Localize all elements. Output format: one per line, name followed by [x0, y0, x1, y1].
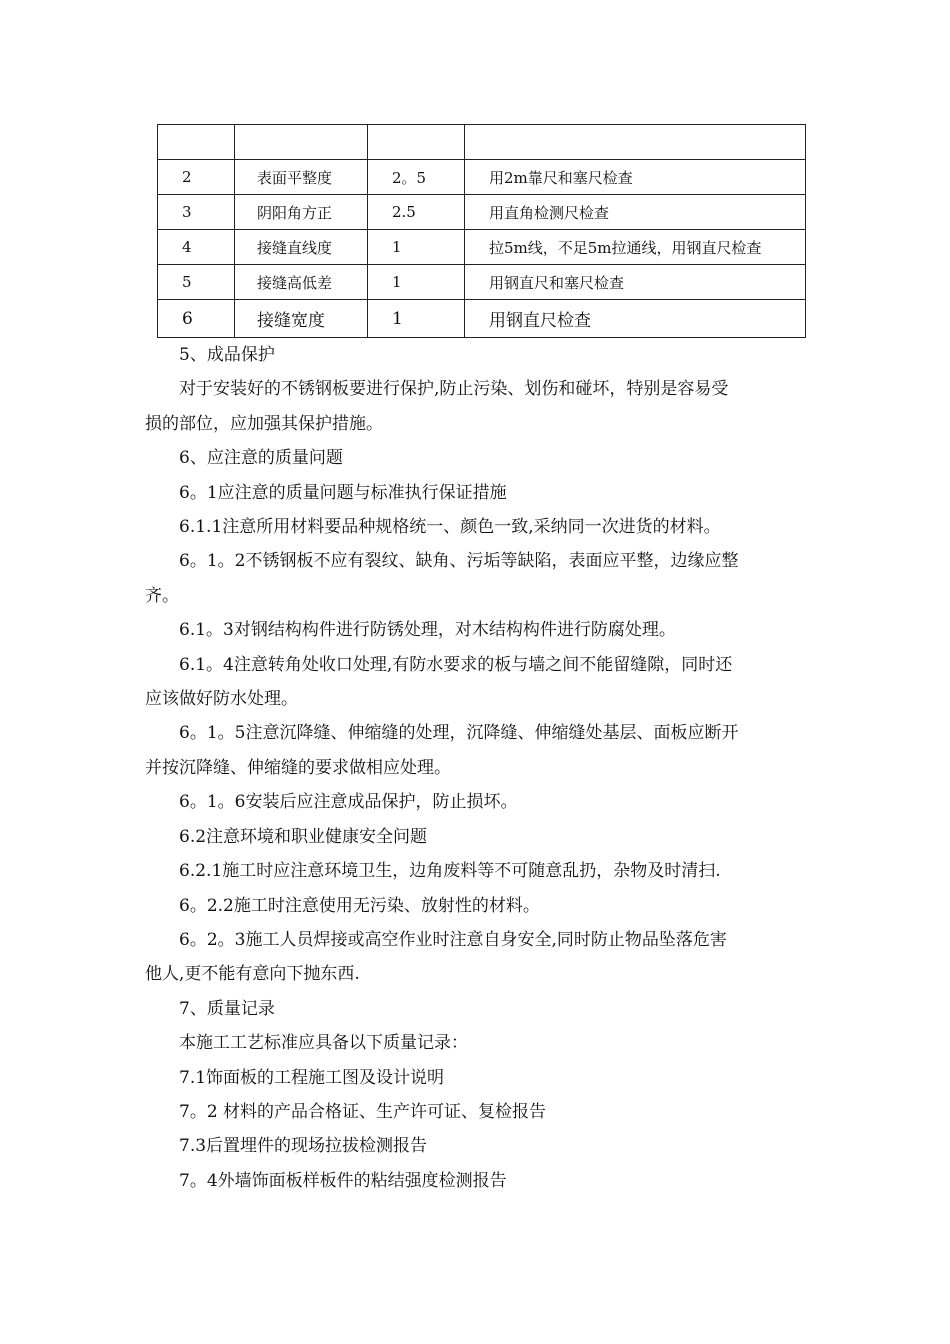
- paragraph-line: 6.1。3对钢结构构件进行防锈处理，对木结构构件进行防腐处理。: [179, 620, 676, 641]
- table-cell-method: 用钢直尺和塞尺检查: [465, 265, 806, 300]
- table-cell-method: 用钢直尺检查: [465, 300, 806, 338]
- paragraph-line: 对于安装好的不锈钢板要进行保护,防止污染、划伤和碰坏，特别是容易受: [179, 379, 729, 400]
- paragraph-line: 应该做好防水处理。: [145, 689, 298, 710]
- table-cell-no: 4: [158, 230, 235, 265]
- paragraph-line: 齐。: [145, 585, 179, 606]
- paragraph-line: 6。1。6安装后应注意成品保护，防止损坏。: [179, 792, 518, 813]
- tolerance-table: [157, 124, 806, 338]
- table-cell-value: 1: [368, 300, 465, 338]
- table-cell-item: [235, 125, 368, 160]
- table-cell-item: 阴阳角方正: [235, 195, 368, 230]
- subsection-heading: 6.2注意环境和职业健康安全问题: [179, 826, 428, 847]
- section-heading: 5、成品保护: [179, 345, 275, 365]
- table-cell-value: [368, 125, 465, 160]
- list-item: 7。4外墙饰面板样板件的粘结强度检测报告: [179, 1170, 507, 1191]
- subsection-heading: 6。1应注意的质量问题与标准执行保证措施: [179, 482, 507, 503]
- table-cell-item: 接缝高低差: [235, 265, 368, 300]
- list-item: 7.3后置埋件的现场拉拔检测报告: [179, 1136, 428, 1157]
- section-heading: 7、质量记录: [179, 998, 275, 1019]
- body-text: [145, 338, 810, 1198]
- table-cell-no: 5: [158, 265, 235, 300]
- table-row: [158, 230, 806, 265]
- table-row: [158, 125, 806, 160]
- list-item: 7。2 材料的产品合格证、生产许可证、复检报告: [179, 1101, 547, 1122]
- table-row: [158, 195, 806, 230]
- list-item: 7.1饰面板的工程施工图及设计说明: [179, 1067, 445, 1088]
- table-cell-method: 用2m靠尺和塞尺检查: [465, 160, 806, 195]
- paragraph-line: 6。1。2不锈钢板不应有裂纹、缺角、污垢等缺陷，表面应平整，边缘应整: [179, 551, 739, 572]
- table-row: [158, 300, 806, 338]
- paragraph-line: 并按沉降缝、伸缩缝的要求做相应处理。: [145, 757, 451, 778]
- paragraph-line: 他人,更不能有意向下抛东西.: [145, 964, 360, 985]
- table-cell-no: [158, 125, 235, 160]
- table-cell-value: 1: [368, 230, 465, 265]
- table-cell-method: 拉5m线，不足5m拉通线，用钢直尺检查: [465, 230, 806, 265]
- table-cell-item: 接缝直线度: [235, 230, 368, 265]
- paragraph-line: 6.1。4注意转角处收口处理,有防水要求的板与墙之间不能留缝隙，同时还: [179, 654, 733, 675]
- table-cell-item: 接缝宽度: [235, 300, 368, 338]
- paragraph-line: 6。2。3施工人员焊接或高空作业时注意自身安全,同时防止物品坠落危害: [179, 929, 727, 950]
- table-cell-value: 1: [368, 265, 465, 300]
- paragraph-line: 本施工工艺标准应具备以下质量记录：: [179, 1033, 468, 1054]
- paragraph-line: 损的部位，应加强其保护措施。: [145, 413, 383, 434]
- paragraph-line: 6。2.2施工时注意使用无污染、放射性的材料。: [179, 895, 540, 916]
- table-cell-no: 2: [158, 160, 235, 195]
- paragraph-line: 6。1。5注意沉降缝、伸缩缝的处理，沉降缝、伸缩缝处基层、面板应断开: [179, 723, 739, 744]
- table-cell-no: 3: [158, 195, 235, 230]
- paragraph-line: 6.2.1施工时应注意环境卫生，边角废料等不可随意乱扔，杂物及时清扫.: [179, 861, 721, 882]
- table-row: [158, 160, 806, 195]
- table-row: [158, 265, 806, 300]
- table-cell-value: 2.5: [368, 195, 465, 230]
- table-cell-value: 2。5: [368, 160, 465, 195]
- table-cell-method: [465, 125, 806, 160]
- paragraph-line: 6.1.1注意所用材料要品种规格统一、颜色一致,采纳同一次进货的材料。: [179, 517, 721, 538]
- table-cell-item: 表面平整度: [235, 160, 368, 195]
- table-cell-no: 6: [158, 300, 235, 338]
- table-cell-method: 用直角检测尺检查: [465, 195, 806, 230]
- section-heading: 6、应注意的质量问题: [179, 448, 343, 469]
